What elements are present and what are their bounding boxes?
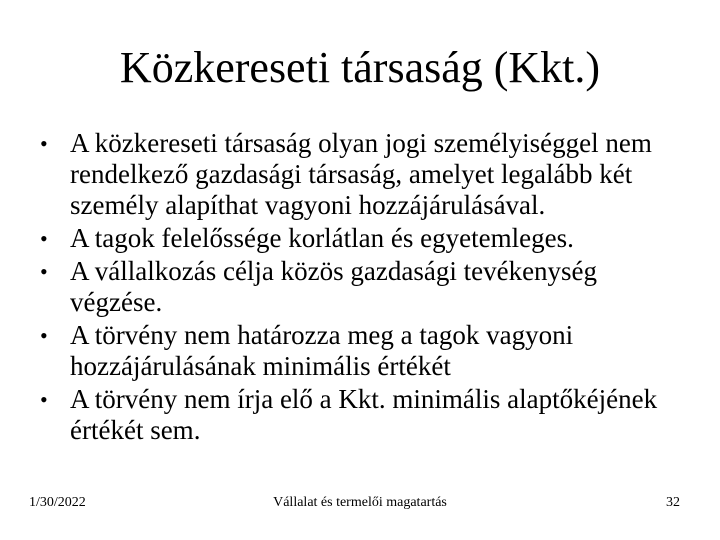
bullet-dot-icon: • [40, 259, 48, 284]
bullet-item [38, 320, 688, 382]
footer-date: 1/30/2022 [29, 495, 86, 510]
bullet-text: A közkereseti társaság olyan jogi személyiséggel nem rendelkező gazdasági társaság, amelyet legalább két személy alapíthat vagyoni hozzájárulásával. [70, 128, 652, 220]
bullet-item [38, 223, 688, 254]
bullet-dot-icon: • [40, 131, 48, 156]
bullet-text: A törvény nem írja elő a Kkt. minimális alaptőkéjének értékét sem. [70, 384, 658, 445]
bullet-item [38, 256, 688, 318]
bullet-text: A vállalkozás célja közös gazdasági tevékenység végzése. [70, 256, 598, 317]
bullet-list [38, 128, 688, 448]
bullet-item [38, 128, 688, 221]
bullet-dot-icon: • [40, 323, 48, 348]
bullet-text: A törvény nem határozza meg a tagok vagyoni hozzájárulásának minimális értékét [70, 320, 574, 381]
bullet-item [38, 384, 688, 446]
bullet-dot-icon: • [40, 226, 48, 251]
slide-title: Közkereseti társaság (Kkt.) [119, 43, 601, 92]
footer-title: Vállalat és termelői magatartás [273, 495, 447, 510]
bullet-text: A tagok felelőssége korlátlan és egyetemleges. [70, 223, 574, 253]
bullet-dot-icon: • [40, 387, 48, 412]
page-number: 32 [666, 495, 680, 510]
